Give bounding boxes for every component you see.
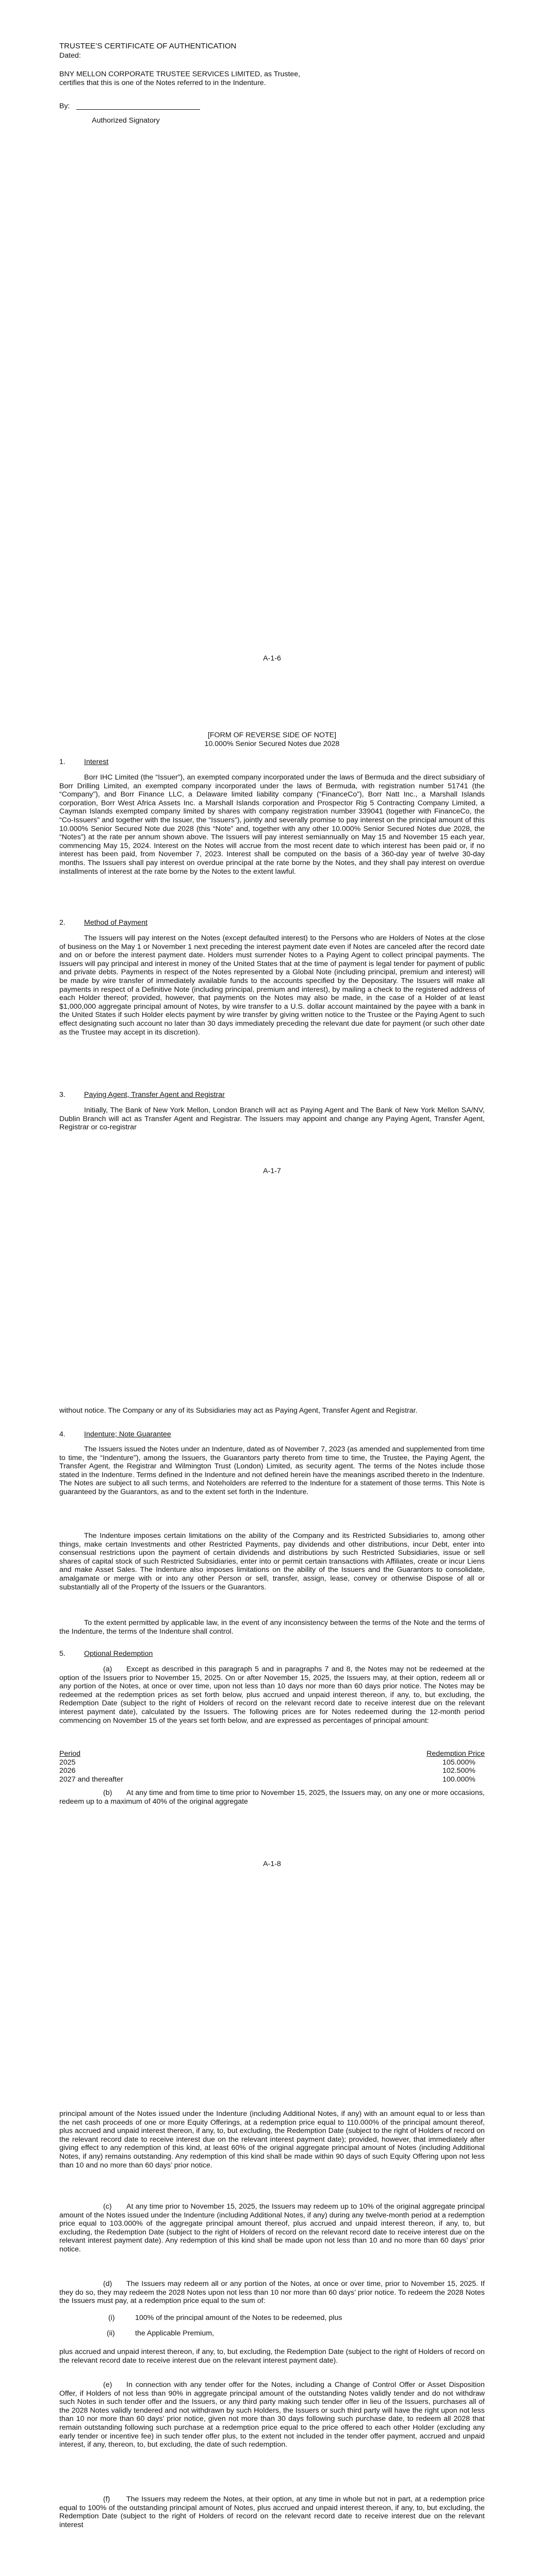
section-number: 5. (59, 1650, 65, 1658)
clause-label: (ii) (107, 2329, 115, 2337)
redemption-para-c: At any time prior to November 15, 2025, the Issuers may redeem up to 10% of the original aggregate principal amount of the Notes issued under the Indenture (including Additional Notes, if any) during any twelve-month period at a redemption price equal to 103.000% of the aggregate principal amount thereof, plus accrued and unpaid interest thereon, if any, to, but excluding, the Redemption Date (subject to the right of Holders of record on the relevant record date to receive interest due on the relevant interest payment date). Any redemption of this kind shall be made upon not less than 10 and no more than 60 days’ prior notice. (59, 2202, 485, 2253)
clause-ii: the Applicable Premium, (135, 2329, 214, 2337)
section-number: 4. (59, 1430, 65, 1438)
table-row (59, 1758, 485, 1767)
section-body-agents: Initially, The Bank of New York Mellon, London Branch will act as Paying Agent and The Bank of New York Mellon SA/NV, Dublin Branch will act as Transfer Agent and Registrar. The Issuers may appoint and change any Paying Agent, Transfer Agent, Registrar or co-registrar (59, 1106, 485, 1132)
redemption-para-e: In connection with any tender offer for the Notes, including a Change of Control Offer or Asset Disposition Offer, if Holders of not less than 90% in aggregate principal amount of the outstanding Notes validly tender and do not withdraw such Notes in such tender offer and the Issuers, or any third party making such tender offer in lieu of the Issuers, purchases all of the 2028 Notes validly tendered and not withdrawn by such Holders, the Issuers or such third party will have the right upon not less than 10 nor more than 60 days’ prior notice, given not more than 30 days following such purchase date, to redeem all 2028 that remain outstanding following such purchase at a redemption price equal to the price offered to each other Holder (excluding any early tender or incentive fee) in such tender offer plus, to the extent not included in the tender offer payment, accrued and unpaid interest, if any, thereon, to, but excluding, the date of such redemption. (59, 2381, 485, 2449)
section-body-agents-cont: without notice. The Company or any of its Subsidiaries may act as Paying Agent, Transfer Agent and Registrar. (59, 1406, 418, 1415)
page-a-1-8 (0, 1406, 544, 2110)
para-label: (b) (103, 1789, 112, 1797)
section-body-indenture-p2: The Indenture imposes certain limitations on the ability of the Company and its Restricted Subsidiaries to, among other things, make certain Investments and other Restricted Payments, pay dividends and other distributions, incur Debt, enter into consensual restrictions upon the payment of certain dividends and distributions by such Restricted Subsidiaries, issue or sell shares of capital stock of such Restricted Subsidiaries, enter into or permit certain transactions with Affiliates, create or incur Liens and make Asset Sales. The Indenture also imposes limitations on the ability of the Issuers and the Guarantors to consolidate, amalgamate or merge with or into any other Person or sell, transfer, assign, lease, convey or otherwise Dispose of all or substantially all of the Property of the Issuers or the Guarantors. (59, 1532, 485, 1591)
page-a-1-9 (0, 2110, 544, 2576)
section-number: 1. (59, 758, 65, 766)
reverse-title: [FORM OF REVERSE SIDE OF NOTE] (207, 731, 337, 739)
section-number: 3. (59, 1091, 65, 1099)
section-body-indenture-p3: To the extent permitted by applicable law, in the event of any inconsistency between the terms of the Note and the terms of the Indenture, the terms of the Indenture shall control. (59, 1619, 485, 1636)
table-header-row (59, 1750, 485, 1758)
table-header-price: Redemption Price (426, 1750, 485, 1758)
redemption-para-b: At any time and from time to time prior to November 15, 2025, the Issuers may, on any one or more occasions, redeem up to a maximum of 40% of the original aggregate (59, 1789, 485, 1806)
certificate-trustee: BNY MELLON CORPORATE TRUSTEE SERVICES LIMITED, as Trustee, (59, 70, 301, 78)
page-number: A-1-6 (263, 654, 281, 663)
table-cell-period: 2025 (59, 1758, 76, 1767)
certificate-certifies: certifies that this is one of the Notes referred to in the Indenture. (59, 79, 266, 87)
para-label: (e) (103, 2381, 112, 2389)
clause-label: (i) (108, 2314, 115, 2322)
page-number: A-1-8 (263, 1860, 281, 1868)
para-label: (a) (103, 1665, 112, 1673)
redemption-para-f: The Issuers may redeem the Notes, at their option, at any time in whole but not in part, at a redemption price equal to 100% of the outstanding principal amount of Notes, plus accrued and unpaid interest thereon, if any, to, but excluding, the Redemption Date (subject to the right of Holders of record on the relevant record date to receive interest due on the relevant interest (59, 2495, 485, 2529)
redemption-para-d: The Issuers may redeem all or any portion of the Notes, at once or over time, prior to November 15, 2025. If they do so, they may redeem the 2028 Notes upon not less than 10 nor more than 60 days’ prior notice. To redeem the 2028 Notes the Issuers must pay, at a redemption price equal to the sum of: (59, 2280, 485, 2306)
signature-line (76, 109, 200, 110)
table-cell-price: 102.500% (442, 1767, 475, 1775)
table-cell-period: 2027 and thereafter (59, 1775, 123, 1784)
redemption-price-table (59, 1750, 485, 1784)
table-cell-price: 105.000% (442, 1758, 475, 1767)
redemption-para-b-cont: principal amount of the Notes issued under the Indenture (including Additional Notes, if any) with an amount equal to or less than the net cash proceeds of one or more Equity Offerings, at a redemption price equal to 110.000% of the principal amount thereof, plus accrued and unpaid interest thereon, if any, to, but excluding, the Redemption Date (subject to the right of Holders of record on the relevant record date to receive interest due on the relevant interest payment date); provided, however, that immediately after giving effect to any redemption of this kind, at least 60% of the original aggregate principal amount of Notes (including Additional Notes, if any) remains outstanding. Any redemption of this kind shall be made within 90 days of such Equity Offering upon not less than 10 and no more than 60 days’ prior notice. (59, 2110, 485, 2170)
reverse-subtitle: 10.000% Senior Secured Notes due 2028 (204, 740, 340, 748)
clause-i: 100% of the principal amount of the Notes to be redeemed, plus (135, 2314, 342, 2322)
section-heading-redemption: Optional Redemption (84, 1650, 153, 1658)
page-a-1-7 (0, 703, 544, 1406)
signature-by: By: (59, 102, 70, 110)
section-heading-payment: Method of Payment (84, 919, 148, 927)
page-number: A-1-7 (263, 1167, 281, 1175)
section-body-payment: The Issuers will pay interest on the Notes (except defaulted interest) to the Persons who are Holders of Notes at the close of business on the May 1 or November 1 next preceding the interest payment date even if Notes are canceled after the record date and on or before the interest payment date. Holders must surrender Notes to a Paying Agent to collect principal payments. The Issuers will pay principal and interest in money of the United States that at the time of payment is legal tender for payment of public and private debts. Payments in respect of the Notes represented by a Global Note (including principal, premium and interest) will be made by wire transfer of immediately available funds to the accounts specified by the Depositary. The Issuers will make all payments in respect of a Definitive Note (including principal, premium and interest), by mailing a check to the registered address of each Holder thereof; provided, however, that payments on the Notes may also be made, in the case of a Holder of at least $1,000,000 aggregate principal amount of Notes, by wire transfer to a U.S. dollar account maintained by the payee with a bank in the United States if such Holder elects payment by wire transfer by giving written notice to the Trustee or the Paying Agent to such effect designating such account no later than 30 days immediately preceding the relevant due date for payment (or such other date as the Trustee may accept in its discretion). (59, 934, 485, 1037)
certificate-title: TRUSTEE’S CERTIFICATE OF AUTHENTICATION (59, 42, 237, 50)
certificate-dated: Dated: (59, 52, 81, 60)
section-body-interest: Borr IHC Limited (the “Issuer”), an exempted company incorporated under the laws of Bermuda and the direct subsidiary of Borr Drilling Limited, an exempted company incorporated under the laws of Bermuda, with registration number 51741 (the “Company”), and Borr Finance LLC, a Delaware limited liability company (“FinanceCo”), Borr Natt Inc., a Marshall Islands corporation, Borr West Africa Assets Inc. a Marshall Islands corporation and Prospector Rig 5 Contracting Company Limited, a Cayman Islands exempted company limited by shares with company registration number 339041 (together with FinanceCo, the “Co-Issuers” and together with the Issuer, the “Issuers”), jointly and severally promise to pay interest on the principal amount of this 10.000% Senior Secured Note due 2028 (this “Note” and, together with any other 10.000% Senior Secured Notes due 2028, the “Notes”) at the rate per annum shown above. The Issuers will pay interest semiannually on May 15 and November 15 each year, commencing May 15, 2024. Interest on the Notes will accrue from the most recent date to which interest has been paid or, if no interest has been paid, from November 7, 2023. Interest shall be computed on the basis of a 360-day year of twelve 30-day months. The Issuers shall pay interest on overdue principal at the rate borne by the Notes, and they shall pay interest on overdue installments of interest at the rate borne by the Notes to the extent lawful. (59, 773, 485, 876)
section-heading-agents: Paying Agent, Transfer Agent and Registrar (84, 1091, 225, 1099)
authorized-signatory: Authorized Signatory (92, 116, 160, 125)
section-heading-interest: Interest (84, 758, 109, 766)
redemption-para-d-cont: plus accrued and unpaid interest thereon, if any, to, but excluding, the Redemption Date (subject to the right of Holders of record on the relevant record date to receive interest due on the relevant interest payment date). (59, 2348, 485, 2365)
section-number: 2. (59, 919, 65, 927)
table-cell-period: 2026 (59, 1767, 76, 1775)
section-heading-indenture: Indenture; Note Guarantee (84, 1430, 171, 1438)
para-label: (d) (103, 2280, 112, 2288)
redemption-para-a: Except as described in this paragraph 5 and in paragraphs 7 and 8, the Notes may not be redeemed at the option of the Issuers prior to November 15, 2025. On or after November 15, 2025, the Issuers may, at their option, redeem all or any portion of the Notes, at once or over time, upon not less than 10 days nor more than 60 days prior notice. The Notes may be redeemed at the redemption prices as set forth below, plus accrued and unpaid interest thereon, if any, to, but excluding, the Redemption Date (subject to the right of Holders of record on the relevant record date to receive interest due on the relevant interest payment date), calculated by the Issuers. The following prices are for Notes redeemed during the 12-month period commencing on November 15 of the years set forth below, and are expressed as percentages of principal amount: (59, 1665, 485, 1725)
page-a-1-6 (0, 0, 544, 703)
para-label: (c) (103, 2202, 112, 2211)
section-body-indenture-p1: The Issuers issued the Notes under an Indenture, dated as of November 7, 2023 (as amended and supplemented from time to time, the “Indenture”), among the Issuers, the Guarantors party thereto from time to time, the Trustee, the Paying Agent, the Transfer Agent, the Registrar and Wilmington Trust (London) Limited, as security agent. The terms of the Notes include those stated in the Indenture. Terms defined in the Indenture and not defined herein have the meanings ascribed thereto in the Indenture. The Notes are subject to all such terms, and Noteholders are referred to the Indenture for a statement of those terms. This Note is guaranteed by the Guarantors, as and to the extent set forth in the Indenture. (59, 1445, 485, 1496)
para-label: (f) (103, 2495, 110, 2503)
table-row (59, 1767, 485, 1775)
table-header-period: Period (59, 1750, 81, 1758)
table-row (59, 1775, 485, 1784)
table-cell-price: 100.000% (442, 1775, 475, 1784)
